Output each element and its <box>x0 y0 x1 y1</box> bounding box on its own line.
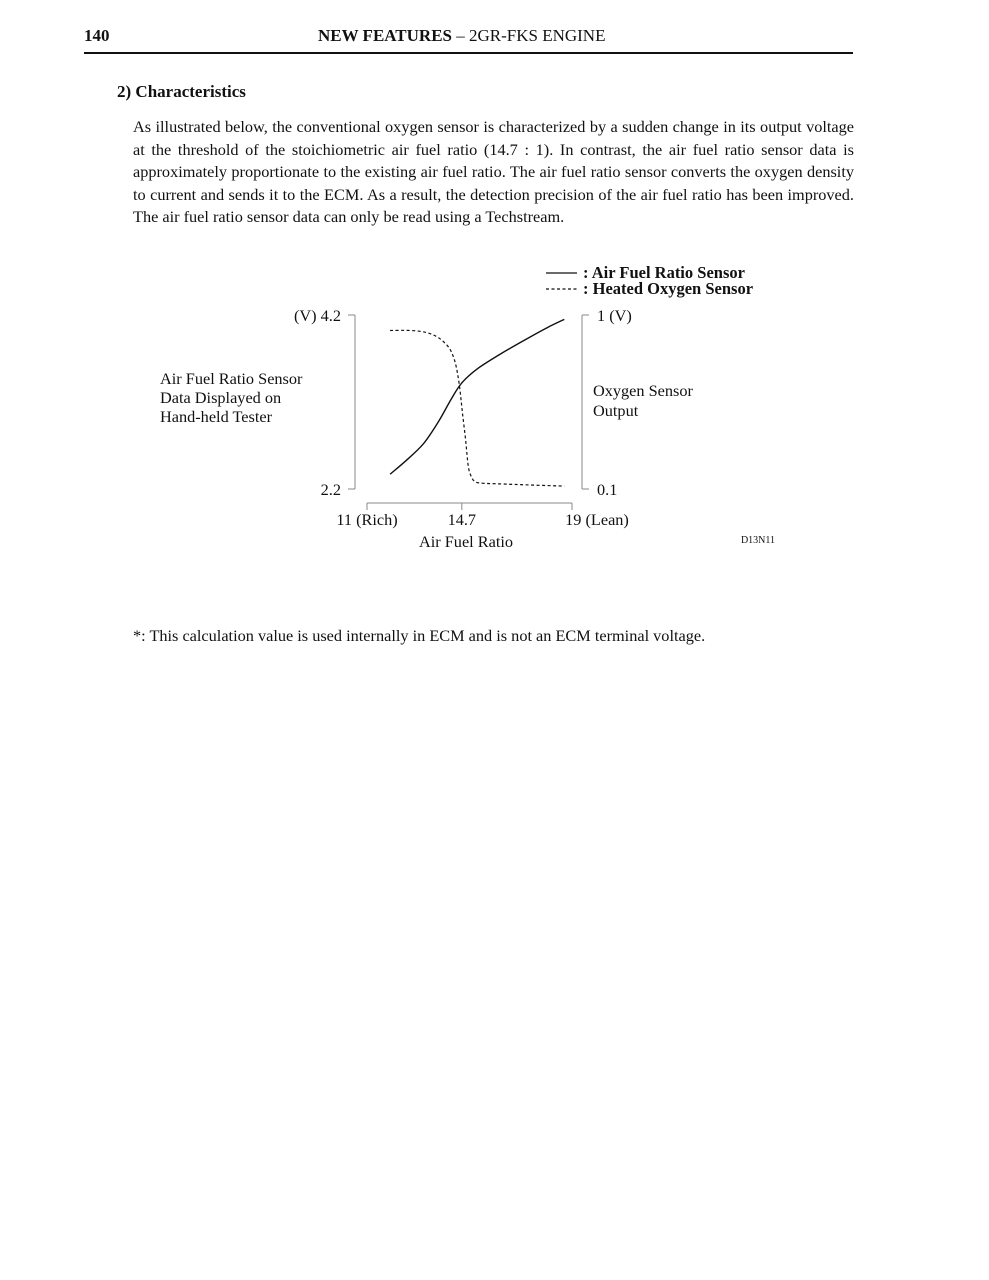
right-axis-label-line-2: Output <box>593 401 639 420</box>
figure-code: D13N11 <box>740 535 776 546</box>
series-line-heated-oxygen-sensor <box>390 330 564 486</box>
x-tick-label: 19 (Lean) <box>565 510 629 529</box>
x-tick-label: 14.7 <box>447 510 477 529</box>
footnote: *: This calculation value is used internally in ECM and is not an ECM terminal voltage. <box>133 626 706 645</box>
right-axis-label-line-1: Oxygen Sensor <box>593 381 693 400</box>
header-title-bold: NEW FEATURES <box>318 26 452 45</box>
left-axis-label-line-1: Air Fuel Ratio Sensor <box>160 369 303 388</box>
x-tick-label: 11 (Rich) <box>336 510 398 529</box>
right-axis-bottom-label: 0.1 <box>597 480 618 499</box>
x-axis-title: Air Fuel Ratio <box>418 532 514 551</box>
legend-label-afr: : Air Fuel Ratio Sensor <box>583 263 745 282</box>
header-title-rest: – 2GR-FKS ENGINE <box>451 26 606 45</box>
body-paragraph: As illustrated below, the conventional oxygen sensor is characterized by a sudden change in its output voltage at the threshold of the stoichiometric air fuel ratio (14.7 : 1). In contrast, the air fuel ratio sensor data is approximately proportionate to the existing air fuel ratio. The air fuel ratio sensor converts the oxygen density to current and sends it to the ECM. As a result, the detection precision of the air fuel ratio has been improved. The air fuel ratio sensor data can only be read using a Techstream. <box>133 117 854 227</box>
left-axis <box>160 306 355 499</box>
left-axis-label-line-2: Data Displayed on <box>160 388 282 407</box>
chart-legend <box>546 263 753 298</box>
x-axis <box>336 503 629 551</box>
legend-label-ho2: : Heated Oxygen Sensor <box>583 279 754 298</box>
right-axis <box>582 306 694 499</box>
left-axis-bottom-label: 2.2 <box>320 480 341 499</box>
right-axis-top-label: 1 (V) <box>597 306 632 325</box>
left-axis-label-line-3: Hand-held Tester <box>160 407 273 426</box>
left-axis-top-label: (V) 4.2 <box>293 306 341 325</box>
characteristics-chart <box>0 0 989 600</box>
page-number: 140 <box>84 26 110 45</box>
section-heading: 2) Characteristics <box>117 82 246 101</box>
series-line-air-fuel-ratio-sensor <box>390 319 564 474</box>
